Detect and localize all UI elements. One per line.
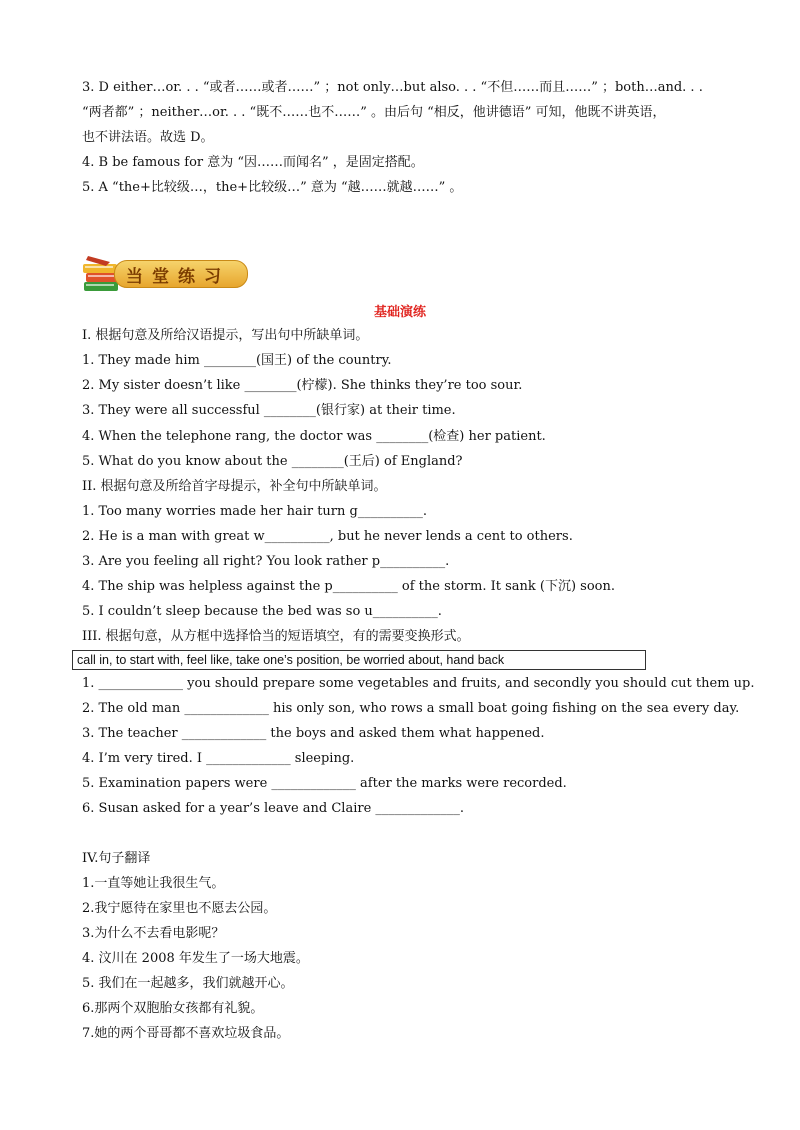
exercise-item: 2. He is a man with great w__________, but he never lends a cent to others. [82, 529, 573, 544]
translation-item: 2.我宁愿待在家里也不愿去公园。 [82, 901, 277, 916]
exercise-item: 5. I couldn’t sleep because the bed was so u__________. [82, 604, 442, 619]
phrase-list: call in, to start with, feel like, take one’s position, be worried about, hand back [77, 653, 505, 667]
section-title: 基础演练 [373, 305, 426, 320]
exercise-item: 3. They were all successful ________(银行家) at their time. [82, 403, 456, 418]
exercise-item: 1. They made him ________(国王) of the country. [82, 353, 392, 368]
phrase-box [72, 650, 646, 670]
part-heading: I. 根据句意及所给汉语提示，写出句中所缺单词。 [82, 328, 369, 343]
exercise-item: 2. My sister doesn’t like ________(柠檬). She thinks they’re too sour. [82, 378, 523, 393]
answer-line: 5. A “the+比较级…，the+比较级…” 意为 “越……就越……” 。 [82, 180, 463, 195]
exercise-item: 3. The teacher _____________ the boys and asked them what happened. [82, 726, 545, 741]
part-heading: IV.句子翻译 [82, 851, 151, 866]
exercise-item: 2. The old man _____________ his only son, who rows a small boat going fishing on the sea every day. [82, 701, 740, 716]
exercise-item: 4. When the telephone rang, the doctor was ________(检查) her patient. [82, 429, 546, 444]
translation-item: 5. 我们在一起越多，我们就越开心。 [82, 976, 294, 991]
exercise-item: 3. Are you feeling all right? You look rather p__________. [82, 554, 450, 569]
exercise-item: 5. What do you know about the ________(王后) of England? [82, 454, 463, 469]
section-banner [80, 252, 250, 298]
exercise-item: 6. Susan asked for a year’s leave and Claire _____________. [82, 801, 465, 816]
translation-item: 7.她的两个哥哥都不喜欢垃圾食品。 [82, 1026, 290, 1041]
banner-label: 当堂练习 [126, 267, 230, 287]
answer-line: 3. D either…or. . . “或者……或者……” ；not only…but also. . . “不但……而且……” ；both…and. . . [82, 80, 703, 95]
exercise-item: 1. Too many worries made her hair turn g__________. [82, 504, 427, 519]
translation-item: 6.那两个双胞胎女孩都有礼貌。 [82, 1001, 264, 1016]
translation-item: 4. 汶川在 2008 年发生了一场大地震。 [82, 951, 309, 966]
answer-line: “两者都” ；neither…or. . . “既不……也不……” 。由后句 “相反，他讲德语” 可知，他既不讲英语， [82, 105, 666, 120]
exercise-item: 5. Examination papers were _____________ after the marks were recorded. [82, 776, 567, 791]
exercise-item: 4. The ship was helpless against the p__________ of the storm. It sank (下沉) soon. [82, 579, 615, 594]
translation-item: 1.一直等她让我很生气。 [82, 876, 225, 891]
exercise-item: 1. _____________ you should prepare some vegetables and fruits, and secondly you should cut them up. [82, 676, 755, 691]
answer-line: 4. B be famous for 意为 “因……而闻名” ，是固定搭配。 [82, 155, 424, 170]
exercise-item: 4. I’m very tired. I _____________ sleeping. [82, 751, 355, 766]
part-heading: III. 根据句意，从方框中选择恰当的短语填空，有的需要变换形式。 [82, 629, 470, 644]
answer-line: 也不讲法语。故选 D。 [82, 130, 214, 145]
part-heading: II. 根据句意及所给首字母提示，补全句中所缺单词。 [82, 479, 387, 494]
translation-item: 3.为什么不去看电影呢？ [82, 926, 225, 941]
